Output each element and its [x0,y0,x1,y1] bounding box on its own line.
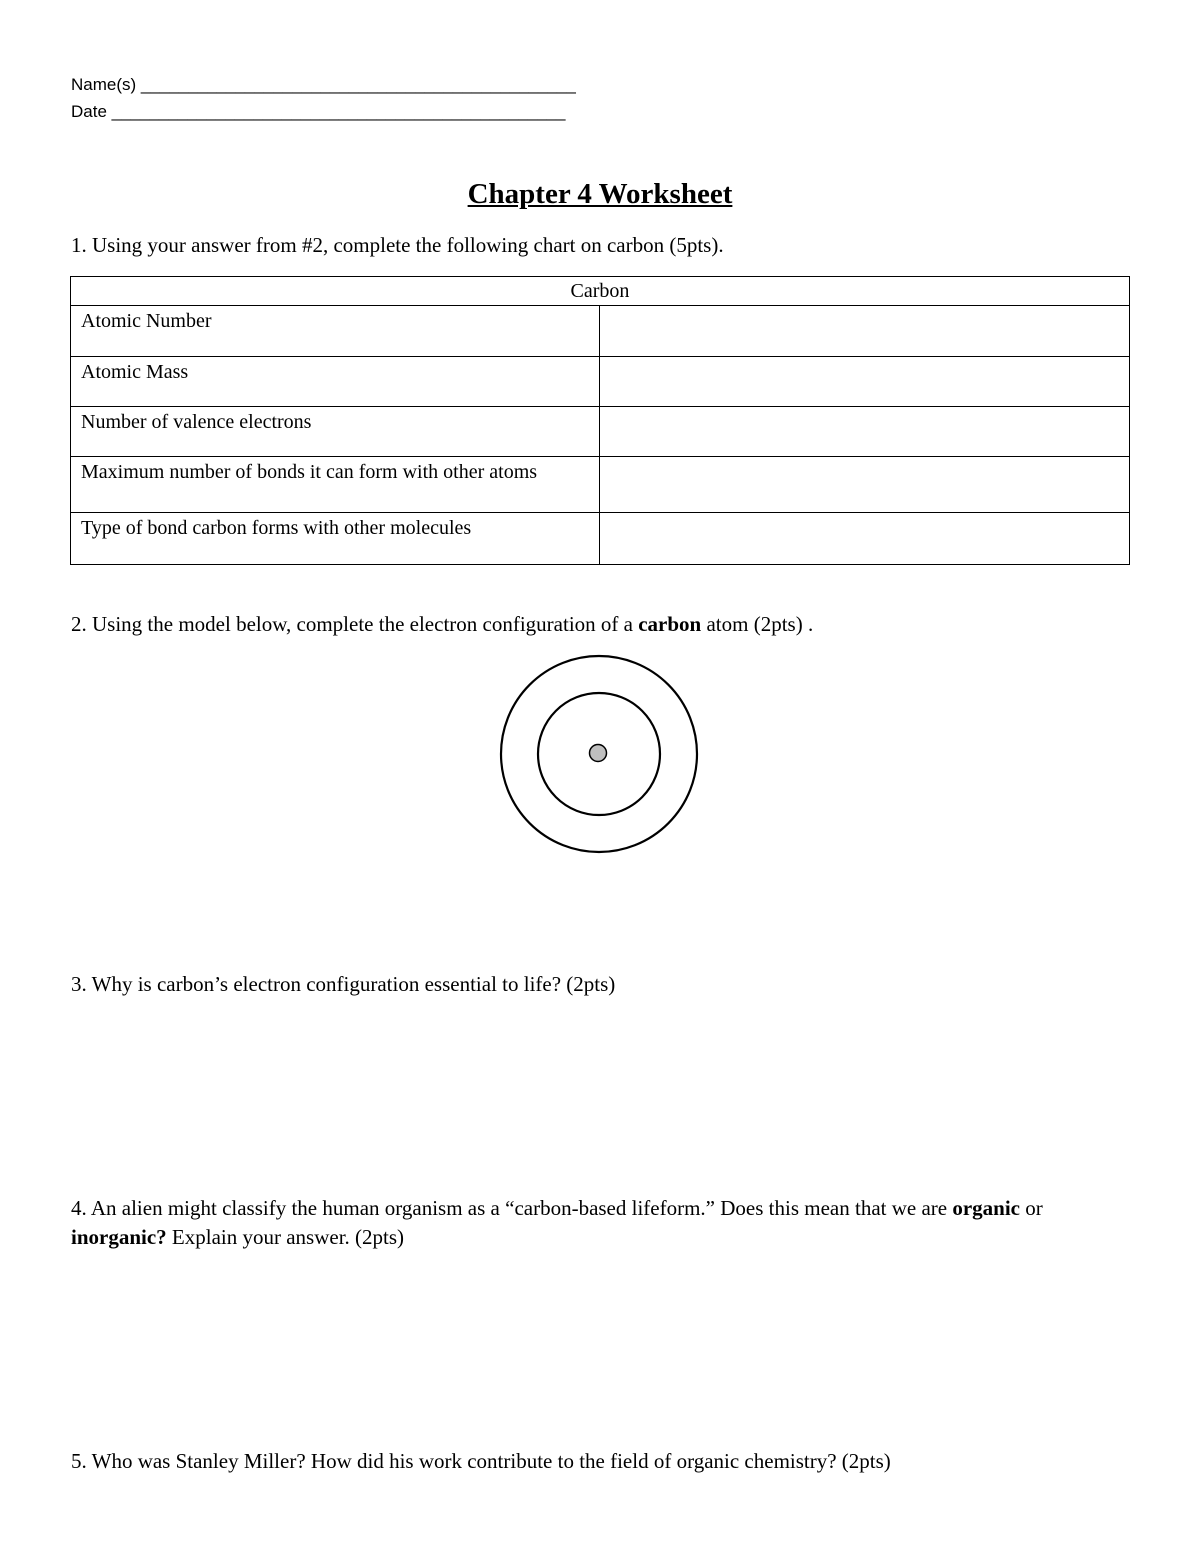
question-4-text-end: Explain your answer. (2pts) [166,1225,405,1249]
answer-cell-bond-type[interactable] [600,513,1130,565]
question-4-bold-organic: organic [952,1196,1020,1220]
question-4-text-or: or [1020,1196,1043,1220]
nucleus [590,745,607,762]
page-title: Chapter 4 Worksheet [467,178,733,210]
question-3: 3. Why is carbon’s electron configuration essential to life? (2pts) [71,972,616,996]
row-label-atomic-number: Atomic Number [71,306,600,357]
question-4-bold-inorganic: inorganic? [71,1225,167,1249]
question-2-text-end: atom (2pts) . [701,612,814,636]
question-2 [71,610,813,639]
table-row [71,513,1130,565]
name-field-line[interactable]: Name(s) ______________________________________________ [71,75,576,94]
question-4 [71,1194,1091,1252]
date-field-line[interactable]: Date ________________________________________________ [71,102,566,121]
table-header-carbon: Carbon [71,277,1130,306]
question-1: 1. Using your answer from #2, complete the following chart on carbon (5pts). [71,233,724,257]
answer-cell-atomic-number[interactable] [600,306,1130,357]
question-2-bold-carbon: carbon [638,612,702,636]
question-2-text: 2. Using the model below, complete the electron configuration of a [71,612,639,636]
answer-cell-max-bonds[interactable] [600,457,1130,513]
table-row [71,407,1130,457]
question-4-text: 4. An alien might classify the human organism as a “carbon-based lifeform.” Does this mean that we are [71,1196,953,1220]
row-label-max-bonds: Maximum number of bonds it can form with other atoms [71,457,600,513]
table-row [71,457,1130,513]
carbon-chart-table [70,276,1130,565]
row-label-bond-type: Type of bond carbon forms with other molecules [71,513,600,565]
table-row [71,357,1130,407]
question-5: 5. Who was Stanley Miller? How did his work contribute to the field of organic chemistry? (2pts) [71,1449,891,1473]
row-label-atomic-mass: Atomic Mass [71,357,600,407]
row-label-valence-electrons: Number of valence electrons [71,407,600,457]
atom-shell-diagram [495,650,705,860]
table-row [71,306,1130,357]
answer-cell-valence-electrons[interactable] [600,407,1130,457]
answer-cell-atomic-mass[interactable] [600,357,1130,407]
